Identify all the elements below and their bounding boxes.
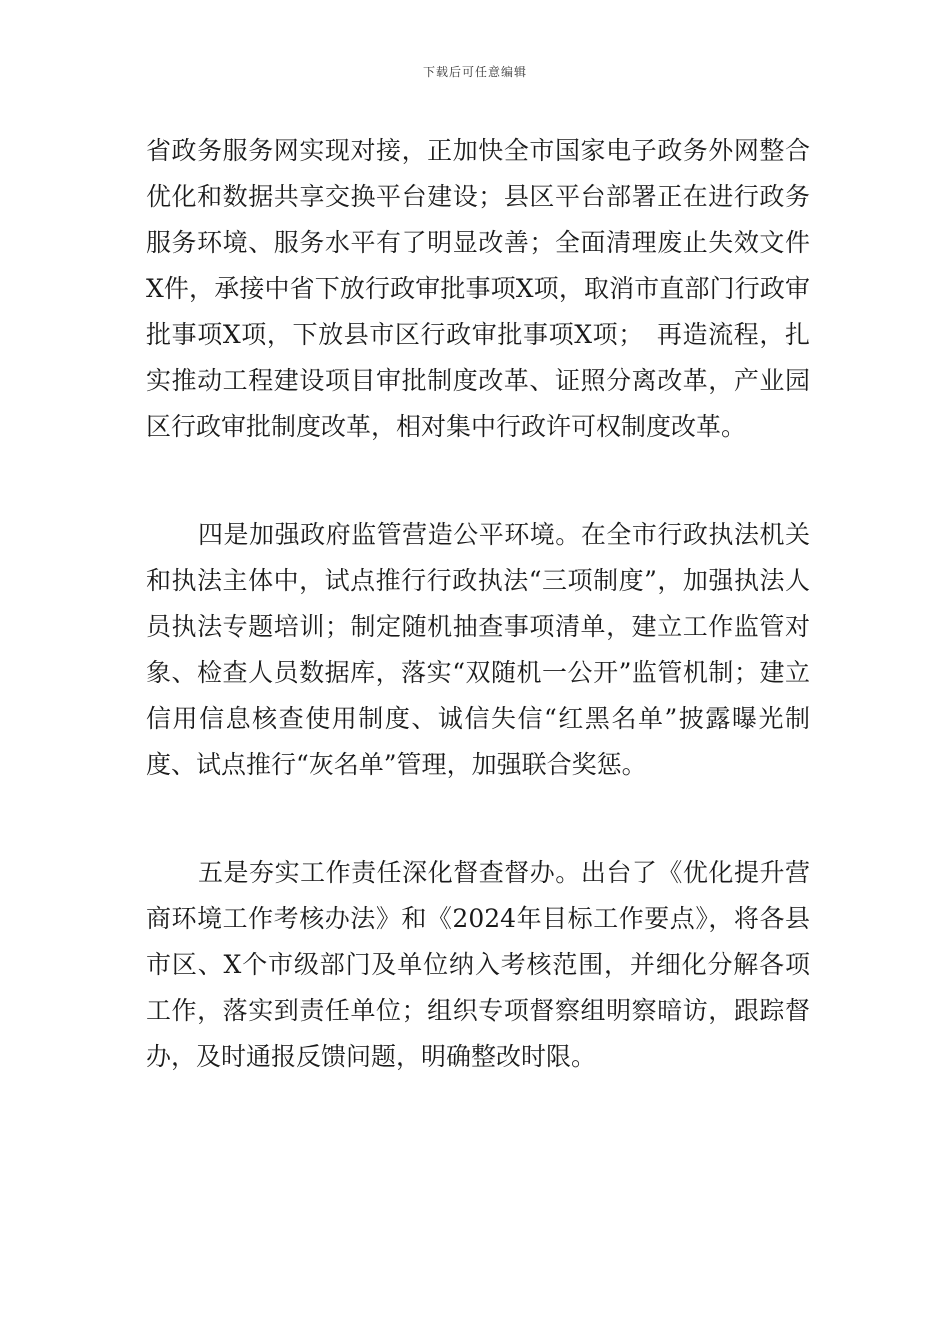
paragraph-work-responsibility: 五是夯实工作责任深化督查督办。出台了《优化提升营商环境工作考核办法》和《2024年目标工作要点》，将各县市区、X个市级部门及单位纳入考核范围，并细化分解各项工作，落实到责任单位；组织专项督察组明察暗访，跟踪督办，及时通报反馈问题，明确整改时限。 [146,858,810,1071]
paragraph-government-supervision: 四是加强政府监管营造公平环境。在全市行政执法机关和执法主体中，试点推行行政执法“三项制度”，加强执法人员执法专题培训；制定随机抽查事项清单，建立工作监管对象、检查人员数据库，落实“双随机一公开”监管机制；建立信用信息核查使用制度、诚信失信“红黑名单”披露曝光制度、试点推行“灰名单”管理，加强联合奖惩。 [146,520,810,779]
document-body [146,128,810,1080]
paragraph-approval-reform: 省政务服务网实现对接，正加快全市国家电子政务外网整合优化和数据共享交换平台建设；县区平台部署正在进行政务服务环境、服务水平有了明显改善；全面清理废止失效文件X件，承接中省下放行政审批事项X项，取消市直部门行政审批事项X项，下放县市区行政审批事项X项； 再造流程，扎实推动工程建设项目审批制度改革、证照分离改革，产业园区行政审批制度改革，相对集中行政许可权制度改革。 [146,136,810,441]
page-header: 下载后可任意编辑 [422,65,527,79]
